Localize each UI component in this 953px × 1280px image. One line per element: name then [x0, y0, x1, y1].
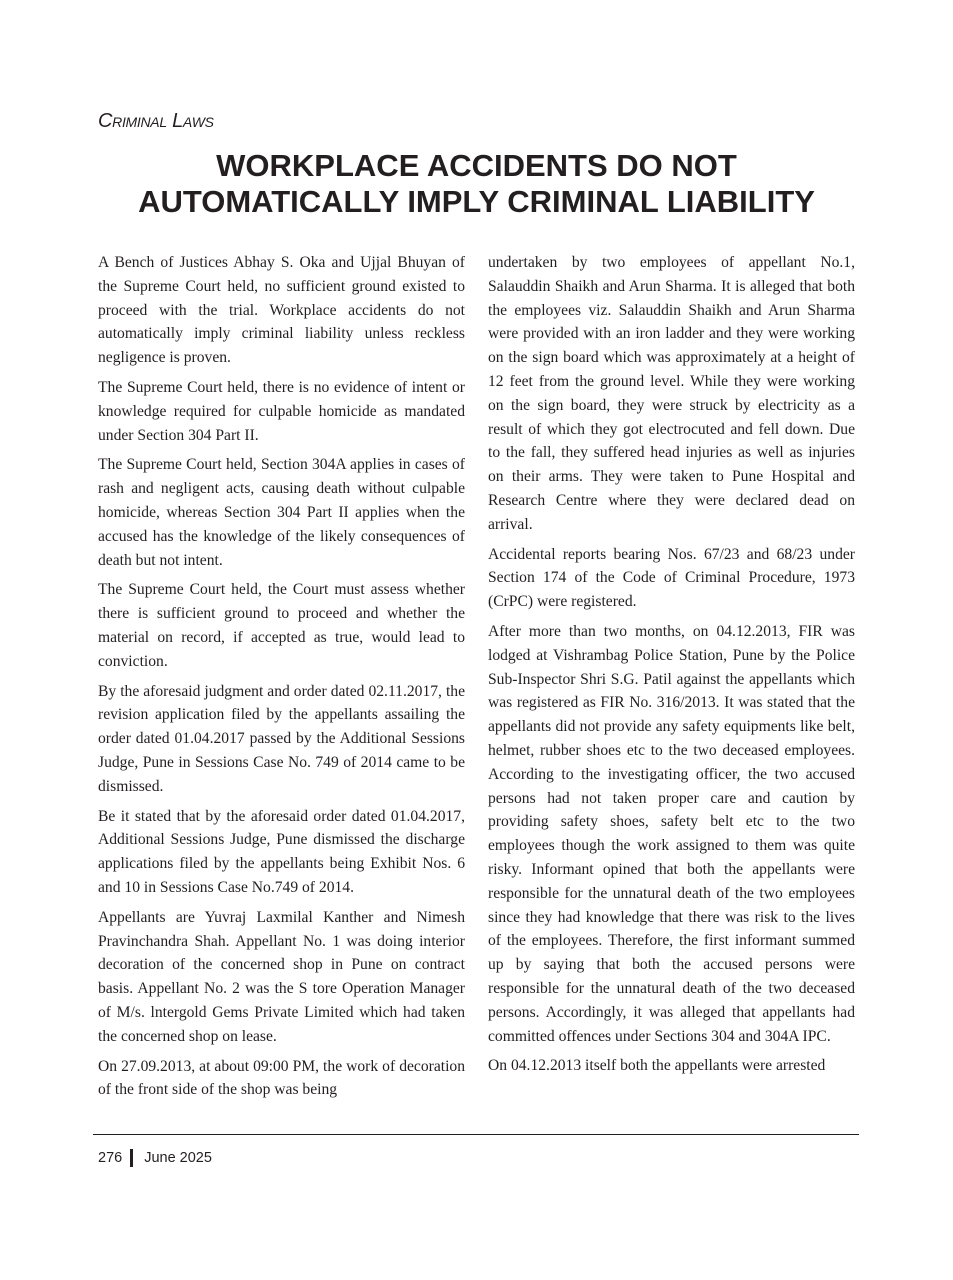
paragraph: The Supreme Court held, the Court must assess whether there is sufficient ground to proceed and whether the material on record, if accepted as true, would lead to conviction.: [98, 581, 465, 670]
issue-date: June 2025: [144, 1150, 212, 1166]
page-number: 276: [98, 1150, 123, 1166]
paragraph: Appellants are Yuvraj Laxmilal Kanther and Nimesh Pravinchandra Shah. Appellant No. 1 was doing interior decoration of the concerned shop in Pune on contract basis. Appellant No. 2 was the S tore Operation Manager of M/s. lntergold Gems Private Limited which had taken the concerned shop on lease.: [98, 908, 465, 1045]
section-label: Criminal Laws: [98, 110, 214, 132]
left-column: [98, 251, 465, 1108]
article-title: [98, 148, 855, 220]
paragraph: On 04.12.2013 itself both the appellants were arrested: [488, 1057, 826, 1075]
paragraph: undertaken by two employees of appellant No.1, Salauddin Shaikh and Arun Sharma. It is alleged that both the employees viz. Salauddin Shaikh and Arun Sharma were provided with an iron ladder and they were working on the sign board which was approximately at a height of 12 feet from the ground level. While they were working on the sign board, they were struck by electricity as a result of which they got electrocuted and fell down. Due to the fall, they suffered head injuries as well as injuries on their arms. They were taken to Pune Hospital and Research Centre where they were declared dead on arrival.: [488, 254, 855, 533]
paragraph: Accidental reports bearing Nos. 67/23 and 68/23 under Section 174 of the Code of Criminal Procedure, 1973 (CrPC) were registered.: [488, 545, 855, 611]
page-footer: [98, 1149, 212, 1167]
paragraph: On 27.09.2013, at about 09:00 PM, the work of decoration of the front side of the shop was being: [98, 1057, 465, 1099]
paragraph: After more than two months, on 04.12.2013, FIR was lodged at Vishrambag Police Station, Pune by the Police Sub-Inspector Shri S.G. Patil against the appellants which was registered as FIR No. 316/2013. It was stated that the appellants did not provide any safety equipments like belt, helmet, rubber shoes etc to the two deceased employees. According to the investigating officer, the two accused persons had not taken proper care and caution by providing safety shoes, safety belt etc to the two employees though the work assigned to them was quite risky. Informant opined that both the appellants were responsible for the unnatural death of the two employees since they had knowledge that there was risk to the lives of the employees. Therefore, the first informant summed up by saying that both the accused persons were responsible for the unnatural death of the two deceased persons. Accordingly, it was alleged that appellants had committed offences under Sections 304 and 304A IPC.: [488, 622, 855, 1045]
paragraph: By the aforesaid judgment and order dated 02.11.2017, the revision application filed by the appellants assailing the order dated 01.04.2017 passed by the Additional Sessions Judge, Pune in Sessions Case No. 749 of 2014 came to be dismissed.: [98, 682, 465, 795]
paragraph: The Supreme Court held, Section 304A applies in cases of rash and negligent acts, causing death without culpable homicide, whereas Section 304 Part II applies when the accused has the knowledge of the likely consequences of death but not intent.: [98, 456, 465, 569]
paragraph: The Supreme Court held, there is no evidence of intent or knowledge required for culpable homicide as mandated under Section 304 Part II.: [98, 378, 465, 444]
article-title-line-2: AUTOMATICALLY IMPLY CRIMINAL LIABILITY: [138, 184, 815, 219]
right-column: [488, 251, 855, 1084]
footer-divider: [93, 1134, 859, 1135]
paragraph: Be it stated that by the aforesaid order dated 01.04.2017, Additional Sessions Judge, Pune dismissed the discharge applications filed by the appellants being Exhibit Nos. 6 and 10 in Sessions Case No.749 of 2014.: [98, 807, 465, 896]
article-title-line-1: WORKPLACE ACCIDENTS DO NOT: [216, 148, 737, 183]
footer-separator: [130, 1149, 133, 1167]
paragraph: A Bench of Justices Abhay S. Oka and Ujjal Bhuyan of the Supreme Court held, no sufficient ground existed to proceed with the trial. Workplace accidents do not automatically imply criminal liability unless reckless negligence is proven.: [98, 254, 465, 367]
